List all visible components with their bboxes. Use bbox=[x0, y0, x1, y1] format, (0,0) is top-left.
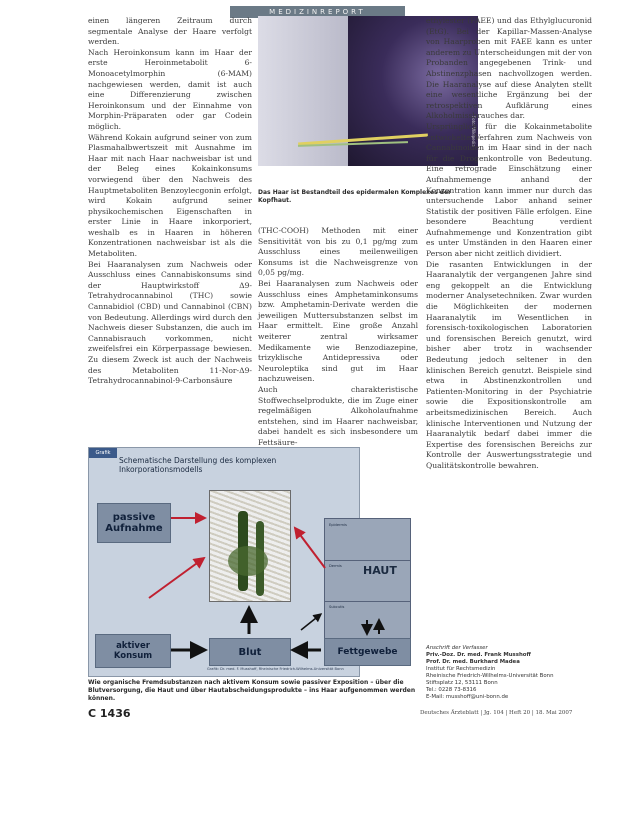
fat-tissue-box: Fettgewebe bbox=[324, 638, 411, 666]
paragraph: einen längeren Zeitraum durch segmentale Analyse der Haare verfolgt werden. bbox=[88, 16, 252, 47]
skin-layer-epidermis: Epidermis bbox=[325, 519, 410, 561]
paragraph: Bei Haaranalysen zum Nachweis oder Ausschluss eines Amphetaminkonsums bzw. Amphetamin-Derivate werden die jeweiligen Muttersubstanzen selbst im Haar ermittelt. Eine große Anzahl weiterer zentral wirksamer Medikamente wie Benzodiazepine, trizyklische Antidepressiva oder Neuroleptika sind gut im Haar nachzuweisen. bbox=[258, 278, 418, 384]
blood-box: Blut bbox=[209, 638, 291, 666]
arrow-blood-to-skin bbox=[301, 614, 321, 630]
photo-credit: Foto: Wikipedia bbox=[471, 116, 476, 147]
address-heading: Anschrift der Verfasser bbox=[426, 645, 488, 651]
address-line: E-Mail: musshoff@uni-bonn.de bbox=[426, 694, 509, 700]
section-header: MEDIZINREPORT bbox=[230, 6, 405, 18]
paragraph: Auch charakteristische Stoffwechselprodukte, die im Zuge einer regelmäßigen Alkoholaufnahme entstehen, sind im Haarer nachweisbar, dabei handelt es sich insbesondere um Fettsäure- bbox=[258, 384, 418, 447]
paragraph: ethylester (FAEE) und das Ethylglucuronid (EtG). Bei der Kapillar-Massen-Analyse von Haarproben mit FAEE kann es unter anderem zu Unterscheidungen mit der von Probanden angegebenen Trink- und Abstinenzphasen nachvollzogen werden. Die Haaranalyse auf diese Analyten stellt eine wesentliche Ergänzung bei der retrospektiven Aufklärung eines Alkoholmissbrauches dar. bbox=[426, 16, 592, 121]
figure-tag: Grafik bbox=[89, 448, 117, 458]
paragraph: Während Kokain aufgrund seiner von zum Plasmahalbwertszeit mit Ausnahme im Haar mit nach Haar nachweisbar ist und der Beleg eines Kokainkonsums vorwiegend über den Nachweis des Hauptmetaboliten Benzoylecgonin erfolgt, wird Kokain aufgrund seiner physikochemischen Eigenschaften in erster Linie in Haare inkorporiert, weshalb es in Haaren in höheren Konzentrationen nachweisbar ist als die Metaboliten. bbox=[88, 132, 252, 259]
column-3 bbox=[426, 16, 592, 472]
arrow-active-to-hair bbox=[149, 558, 204, 598]
page-number: C 1436 bbox=[88, 707, 131, 720]
figure-credit: Grafik: Dr. med. F. Musshoff, Rheinische Friedrich-Wilhelms-Universität Bonn bbox=[207, 667, 344, 671]
skin-label: HAUT bbox=[363, 564, 397, 577]
paragraph: (THC-COOH) Methoden mit einer Sensitivität von bis zu 0,1 pg/mg zum Ausschluss eines meilenweiligen Konsums ist die Nachweisgrenze von 0,05 pg/mg. bbox=[258, 226, 418, 278]
address-line: Rheinische Friedrich-Wilhelms-Universität Bonn bbox=[426, 673, 554, 679]
active-consumption-box: aktiver Konsum bbox=[95, 634, 171, 668]
column-2 bbox=[258, 226, 418, 448]
address-line: Tel.: 0228 73-8316 bbox=[426, 687, 477, 693]
skin-layer-subcutis: Subcutis bbox=[329, 605, 345, 609]
paragraph: Ursprünglich für die Kokainmetabolite entwickelte Verfahren zum Nachweis von Cannabinoiden im Haar sind in der nach für die Drogenkontrolle von Bedeutung. Eine retrograde Einschätzung einer Aufnahmemenge anhand der Konzentration kann immer nur durch das untersuchende Labor anhand seiner Statistik der positiven Fälle erfolgen. Eine besondere Beachtung verdient Aufnahmemenge und Konzentration gibt es unter Umständen in den Haaren einer Person aber nicht zeitlich dividiert. bbox=[426, 121, 592, 259]
diagram-arrows bbox=[89, 448, 419, 676]
arrow-skin-to-hair bbox=[295, 528, 325, 568]
passive-intake-box: passive Aufnahme bbox=[97, 503, 171, 543]
photo-caption: Das Haar ist Bestandteil des epidermalen Komplexes der Kopfhaut. bbox=[258, 189, 452, 204]
author-address bbox=[426, 645, 592, 701]
author-name: Priv.-Doz. Dr. med. Frank Musshoff bbox=[426, 652, 531, 658]
skin-layer-dermis: Dermis bbox=[325, 560, 410, 602]
paragraph: Nach Heroinkonsum kann im Haar der erste Heroinmetabolit 6-Monoacetylmorphin (6-MAM) nachgewiesen werden, damit ist auch eine Differenzierung zwischen Heroinkonsum und der Einnahme von Morphin-Präparaten oder gar Codein möglich. bbox=[88, 47, 252, 131]
address-line: Stiftsplatz 12, 53111 Bonn bbox=[426, 680, 498, 686]
paragraph: Bei Haaranalysen zum Nachweis oder Ausschluss eines Cannabiskonsums sind der Hauptwirkstoff Δ9-Tetrahydrocannabinol (THC) sowie Cannabidiol (CBD) und Cannabinol (CBN) von Bedeutung. Allerdings wird durch den Nachweis dieser Substanzen, die auch im Cannabisrauch vorkommen, nicht zweifelsfrei ein Körperpassage bewiesen. Zu diesem Zweck ist auch der Nachweis des Metaboliten 11-Nor-Δ9-Tetrahydrocannabinol-9-Carbonsäure bbox=[88, 259, 252, 386]
journal-citation: Deutsches Ärzteblatt | Jg. 104 | Heft 20 | 18. Mai 2007 bbox=[420, 710, 573, 716]
figure-title: Schematische Darstellung des komplexen Inkorporationsmodells bbox=[119, 456, 277, 474]
column-1 bbox=[88, 16, 252, 387]
figure-caption: Wie organische Fremdsubstanzen nach aktivem Konsum sowie passiver Exposition – über die Blutversorgung, die Haut und über Hautabscheidungsprodukte – ins Haar aufgenommen werden können. bbox=[88, 679, 416, 702]
address-line: Institut für Rechtsmedizin bbox=[426, 666, 496, 672]
author-name: Prof. Dr. med. Burkhard Madea bbox=[426, 659, 520, 665]
paragraph: Die rasanten Entwicklungen in der Haaranalytik der vergangenen Jahre sind eng gekoppelt an die Entwicklung moderner Analysetechniken. Zwar wurden die Möglichkeiten der modernen Haaranalytik im Wesentlichen in forensisch-toxikologischen Laboratorien und forensischen Bereich genutzt, wird bisher aber trotz in wachsender Bedeutung jedoch seltener in den klinischen Bereich genutzt. Beispiele sind etwa in Abstinenzkontrollen und Patienten-Monitoring in der Psychiatrie sowie die Expositionskontrolle am arbeitsmedizinischen Bereich. Auch klinische Interventionen und Nutzung der Haaranalytik bedarf dabei immer die Expertise des forensischen Bereichs zur Kontrolle der Auswertungsstrategie und Qualitätskontrolle bewahren. bbox=[426, 259, 592, 470]
incorporation-diagram bbox=[88, 447, 398, 677]
